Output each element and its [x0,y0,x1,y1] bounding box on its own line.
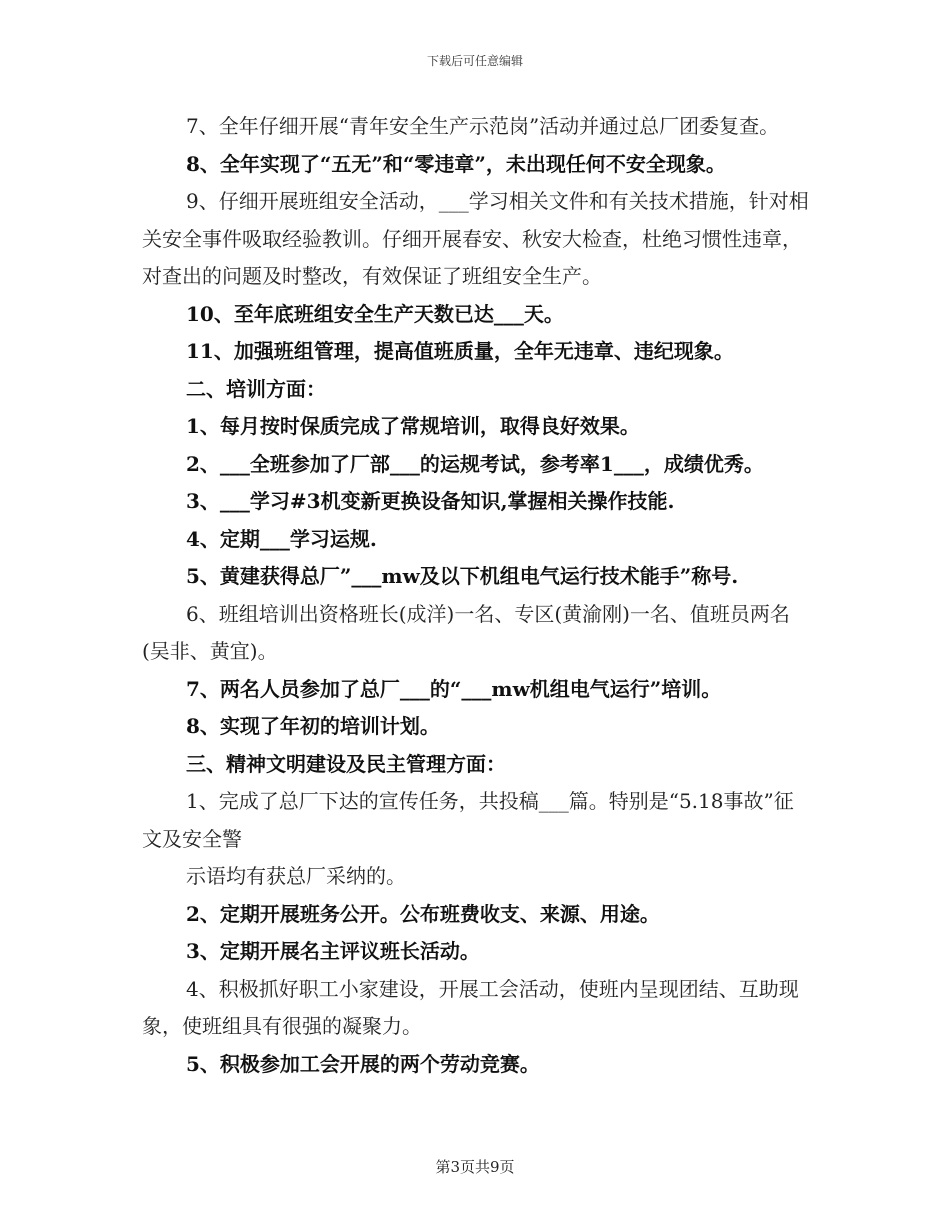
paragraph-civilization-1-continued: 示语均有获总厂采纳的。 [186,864,406,888]
paragraph-training-5: 5、黄建获得总厂”___mw及以下机组电气运行技术能手”称号. [186,564,739,588]
page-footer: 第3页共9页 [435,1158,515,1176]
paragraph-civilization-3: 3、定期开展名主评议班长活动。 [186,939,480,963]
paragraph-training-3: 3、___学习#3机变新更换设备知识,掌握相关操作技能. [186,489,675,513]
paragraph-civilization-2: 2、定期开展班务公开。公布班费收支、来源、用途。 [186,901,660,926]
section-heading-civilization: 三、精神文明建设及民主管理方面： [186,751,506,776]
paragraph-item-8-zero-violation: 8、全年实现了“五无”和“零违章”，未出现任何不安全现象。 [186,151,726,176]
paragraph-training-7: 7、两名人员参加了总厂___的“___mw机组电气运行”培训。 [186,676,722,701]
paragraph-training-8: 8、实现了年初的培训计划。 [186,714,440,738]
paragraph-training-6: 6、班组培训出资格班长(成洋)一名、专区(黄渝刚)一名、值班员两名(吴非、黄宜)。 [142,601,790,663]
page-header: 下载后可任意编辑 [426,54,523,68]
paragraph-training-1: 1、每月按时保质完成了常规培训，取得良好效果。 [186,414,640,438]
paragraph-item-10-safe-days: 10、至年底班组安全生产天数已达___天。 [186,301,564,326]
paragraph-item-9-safety-activities: 9、仔细开展班组安全活动，___学习相关文件和有关技术措施，针对相关安全事件吸取经验教训。仔细开展春安、秋安大检查，杜绝习惯性违章，对查出的问题及时整改，有效保证了班组安全生产。 [142,189,809,288]
document-body [142,108,810,1083]
paragraph-training-4: 4、定期___学习运规. [186,526,377,551]
paragraph-civilization-4: 4、积极抓好职工小家建设，开展工会活动，使班内呈现团结、互助现象，使班组具有很强的凝聚力。 [142,976,799,1038]
paragraph-civilization-1: 1、完成了总厂下达的宣传任务，共投稿___篇。特别是“5.18事故”征文及安全警 [142,789,794,851]
paragraph-item-7-youth-safety: 7、全年仔细开展“青年安全生产示范岗”活动并通过总厂团委复查。 [186,114,780,138]
section-heading-training: 二、培训方面： [186,376,326,401]
paragraph-item-11-team-management: 11、加强班组管理，提高值班质量，全年无违章、违纪现象。 [186,339,734,363]
paragraph-civilization-5: 5、积极参加工会开展的两个劳动竞赛。 [186,1051,540,1076]
paragraph-training-2: 2、___全班参加了厂部___的运规考试，参考率1___，成绩优秀。 [186,451,764,476]
